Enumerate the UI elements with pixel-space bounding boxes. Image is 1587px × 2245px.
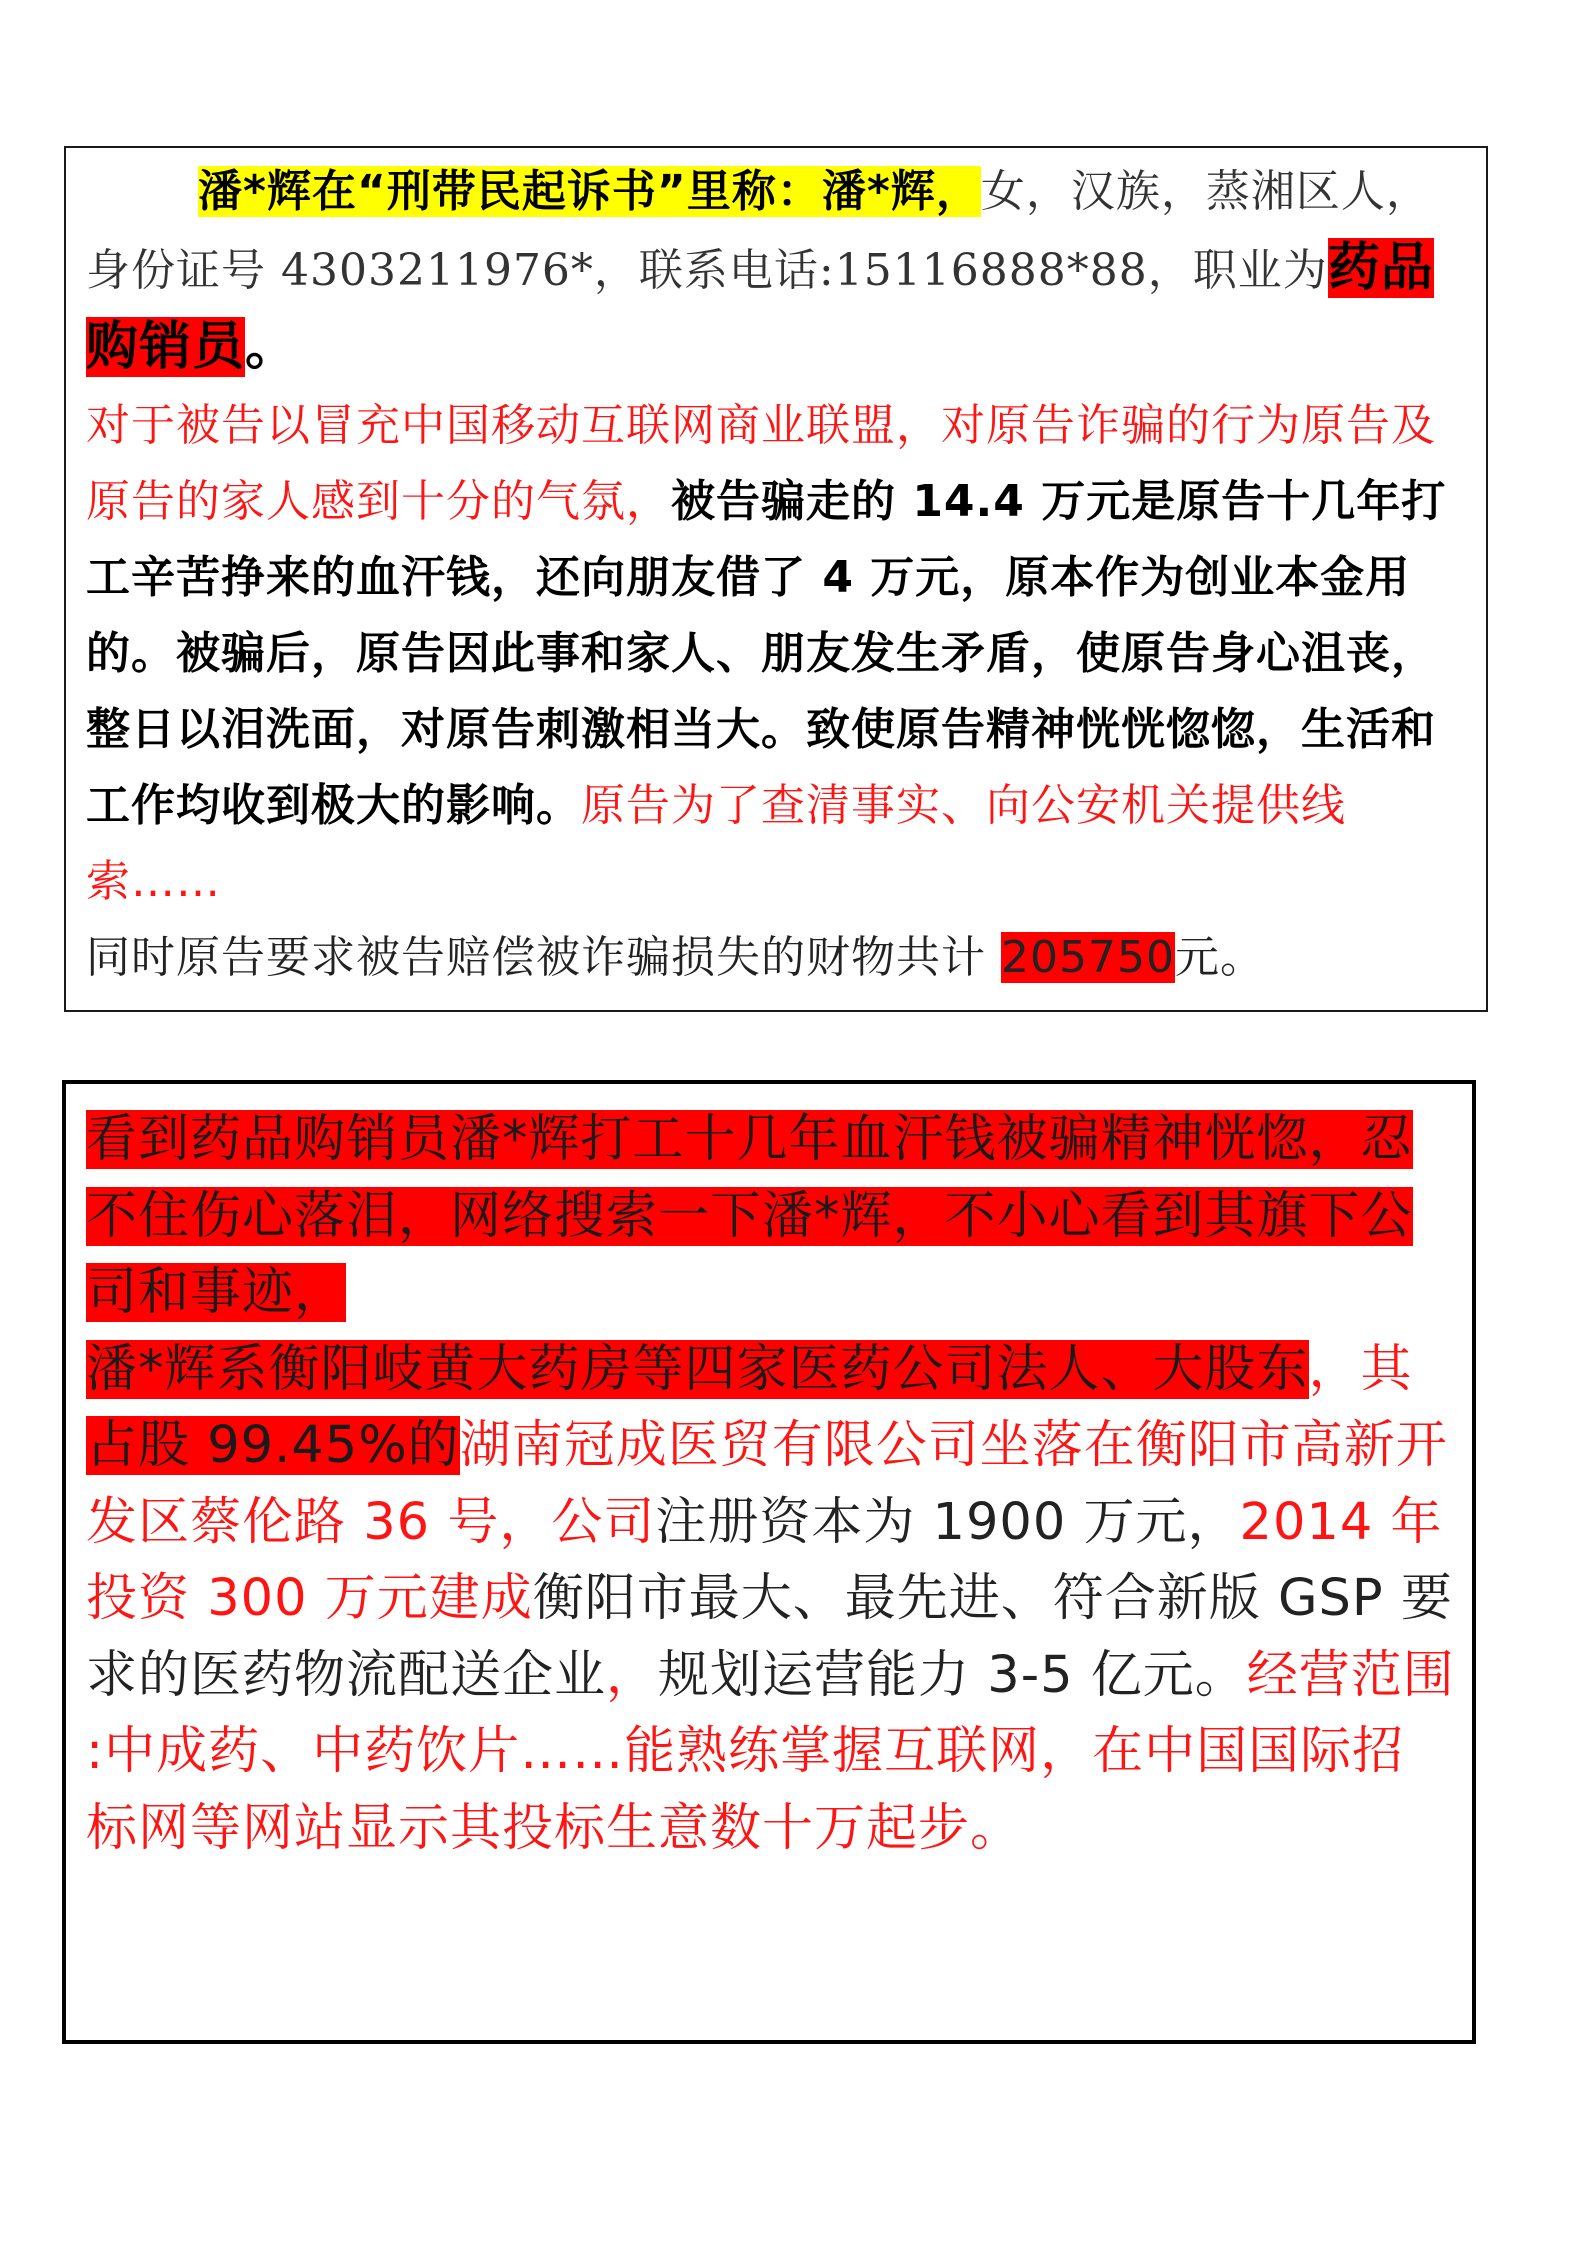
operating-capacity: 规划运营能力 3-5 亿元。	[658, 1645, 1247, 1705]
compensation-paragraph	[86, 920, 1466, 996]
legal-person-highlight: 潘*辉系衡阳岐黄大药房等四家医药公司法人、大股东	[86, 1339, 1309, 1399]
complaint-excerpt-box	[64, 146, 1488, 1012]
investment-info: 2014 年投资 300 万元建成	[86, 1492, 1443, 1628]
company-location: 湖南冠成医贸有限公司坐落在衡阳市高新开发区蔡伦路 36 号，公司	[86, 1416, 1448, 1552]
damages-paragraph	[86, 388, 1466, 920]
company-info-box	[62, 1080, 1476, 2044]
comma-red: ，其	[1308, 1339, 1413, 1399]
sympathy-highlight: 看到药品购销员潘*辉打工十几年血汗钱被骗精神恍惚，忍不住伤心落泪，网络搜索一下潘*辉，不小心看到其旗下公司和事迹，	[86, 1110, 1413, 1322]
comma-red-2: ，	[606, 1645, 659, 1705]
personal-info: 女，汉族，蒸湘区人，身份证号 4303211976*，联系电话:15116888*88，职业为	[86, 166, 1431, 296]
occupation-highlight: 药品购销员	[86, 238, 1434, 377]
intro-paragraph	[86, 154, 1466, 388]
loss-description: 被告骗走的 14.4 万元是原告十几年打工辛苦挣来的血汗钱，还向朋友借了 4 万元，原本作为创业本金用的。被骗后，原告因此事和家人、朋友发生矛盾，使原告身心沮丧，整日以泪洗面，对原告刺激相当大。致使原告精神恍恍惚惚，生活和工作均收到极大的影响。	[86, 476, 1447, 831]
clue-description: 原告为了查清事实、向公安机关提供线索……	[86, 780, 1346, 907]
company-paragraph	[86, 1102, 1456, 1867]
occupation-end: 。	[245, 317, 299, 377]
intro-highlight: 潘*辉在“刑带民起诉书”里称：潘*辉，	[198, 166, 981, 217]
compensation-text: 同时原告要求被告赔偿被诈骗损失的财物共计	[86, 932, 986, 983]
compensation-end: 元。	[1174, 932, 1265, 983]
business-scope: 经营范围 :中成药、中药饮片……能熟练掌握互联网，在中国国际招标网等网站显示其投标生意数十万起步。	[86, 1645, 1455, 1858]
compensation-amount: 205750	[1001, 932, 1175, 983]
fraud-description: 对于被告以冒充中国移动互联网商业联盟，对原告诈骗的行为原告及原告的家人感到十分的气氛，	[86, 400, 1436, 527]
registered-capital: 注册资本为 1900 万元，	[655, 1492, 1240, 1552]
shareholding-highlight: 占股 99.45%的	[86, 1416, 460, 1475]
logistics-description: 衡阳市最大、最先进、符合新版 GSP 要求的医药物流配送企业	[86, 1569, 1453, 1705]
